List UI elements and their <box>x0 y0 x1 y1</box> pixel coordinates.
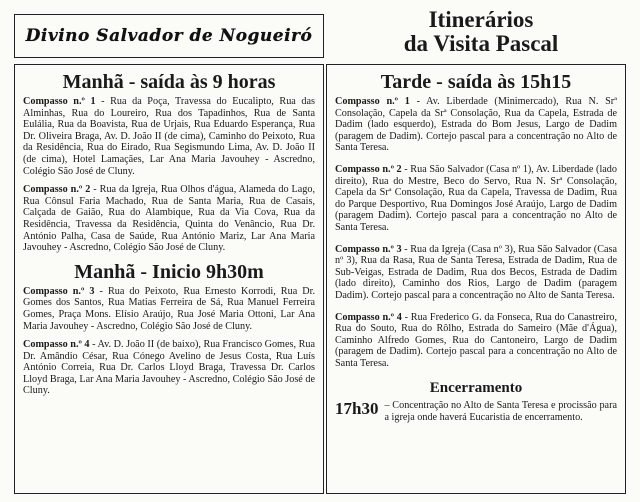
afternoon-compasso-3 <box>335 244 617 302</box>
compasso-route: - Av. Liberdade (Minimercado), Rua N. Srª Consolação, Capela da Srª Consolação, Rua da Capela, Estrada de Dadim (lado esquerdo), Estrada do Bom Jesus, Largo de Dadim (paragem de Dadim). Cortejo pascal para a concentração no Alto de Santa Teresa. <box>335 96 617 154</box>
compasso-label: Compasso n.º 1 <box>23 96 96 107</box>
morning-compasso-1 <box>23 96 315 177</box>
parish-banner <box>14 14 324 58</box>
morning-section-title: Manhã - saída às 9 horas <box>62 71 276 93</box>
morning-start-title: Manhã - Inicio 9h30m <box>74 260 264 283</box>
morning-column <box>14 64 324 494</box>
compasso-label: Compasso n.º 4 <box>23 339 90 351</box>
afternoon-compasso-4 <box>335 312 617 370</box>
morning-compasso-3 <box>23 286 315 332</box>
closing-time: 17h30 <box>335 399 379 419</box>
title-line-2: da Visita Pascal <box>403 31 559 56</box>
closing-text: – Concentração no Alto de Santa Teresa e procissão para a igreja onde haverá Eucaristia de encerramento. <box>384 400 617 424</box>
compasso-label: Compasso n.º 3 <box>23 285 95 297</box>
morning-compasso-4 <box>23 339 315 397</box>
parish-name: Divino Salvador de Nogueiró <box>25 26 313 46</box>
compasso-route: - Rua Frederico G. da Fonseca, Rua do Canastreiro, Rua do Souto, Rua do Rôlho, Estrada do Sameiro (Mãe d'Água), Caminho Alfredo Gomes, Rua do Cantoneiro, Largo de Dadim (paragem de Dadim). Cortejo pascal para a concentração no Alto de Santa Teresa. <box>335 311 618 369</box>
closing-title: Encerramento <box>429 380 523 397</box>
closing-row <box>335 400 617 423</box>
compasso-label: Compasso n.º 1 <box>335 96 410 107</box>
afternoon-compasso-2 <box>335 164 617 234</box>
document-title <box>336 8 626 56</box>
compasso-route: - Rua da Poça, Travessa do Eucalipto, Rua das Alminhas, Rua do Loureiro, Rua dos Tapadinhos, Rua de Santa Eulália, Rua da Boavista, Rua de Urjais, Rua Eduardo Esperança, Rua Dr. Oliveira Braga, Av. D. João II (de cima), Caminho do Peixoto, Rua da Residência, Rua do Eirado, Rua Segismundo Lima, Av. D. João II (de cima), Hotel Lamaçães, Lar Ana Maria Javouhey - Ascredno, Colégio São José de Cluny. <box>23 96 315 177</box>
compasso-label: Compasso n.º 4 <box>335 311 402 323</box>
afternoon-column <box>326 64 626 494</box>
compasso-label: Compasso n.º 2 <box>335 163 402 175</box>
title-line-1: Itinerários <box>428 7 534 32</box>
compasso-label: Compasso n.º 2 <box>23 184 91 196</box>
compasso-route: - Rua da Igreja, Rua Olhos d'água, Alameda do Lago, Rua Cônsul Faria Machado, Rua de Santa Maria, Rua de Casais, Calçada de Gaião, Rua do Alambique, Rua da Via Cova, Rua da Residência, Travessa da Residência, Quinta do Venâncio, Rua Dr. António Palha, Casa de Saúde, Rua António Mariz, Lar Ana Maria Javouhey - Ascredno, Colégio São José de Cluny. <box>23 184 315 254</box>
compasso-route: - Av. D. João II (de baixo), Rua Francisco Gomes, Rua Dr. Amândio César, Rua Cónego Avelino de Jesus Costa, Rua Luís António Correia, Rua Dr. Carlos Lloyd Braga, Travessa Dr. Carlos Lloyd Braga, Lar Ana Maria Javouhey - Ascredno, Colégio São José de Cluny. <box>23 339 315 397</box>
compasso-label: Compasso n.º 3 <box>335 243 402 255</box>
compasso-route: - Rua da Igreja (Casa nº 3), Rua São Salvador (Casa nº 3), Rua da Rasa, Rua de Santa Teresa, Estrada de Dadim, Rua de Sub-Veigas, Estrada de Dadim, Rua dos Becos, Estrada de Dadim (lado direito), Caminho dos Rios, Largo de Dadim (paragem Dadim). Cortejo pascal para a concentração no Alto de Santa Teresa. <box>335 243 617 301</box>
afternoon-section-title: Tarde - saída às 15h15 <box>380 71 572 93</box>
compasso-route: - Rua São Salvador (Casa nº 1), Av. Liberdade (lado direito), Rua do Mestre, Beco do Servo, Rua N. Srª Consolação, Capela da Srª Consolação, Rua da Capela, Travessa de Dadim, Rua do Parque Desportivo, Rua Domingos José Araújo, Largo de Dadim (paragem Dadim). Cortejo pascal para a concentração no Alto de Santa Teresa. <box>335 163 617 233</box>
morning-compasso-2 <box>23 184 315 254</box>
compasso-route: - Rua do Peixoto, Rua Ernesto Korrodi, Rua Dr. Gomes dos Santos, Rua Matias Ferreira de Sá, Rua Manuel Ferreira Gomes, Praça Mons. Elísio Araújo, Rua José Maria Ottoni, Lar Ana Maria Javouhey - Ascredno, Colégio São José de Cluny. <box>23 285 315 332</box>
afternoon-compasso-1 <box>335 96 617 154</box>
